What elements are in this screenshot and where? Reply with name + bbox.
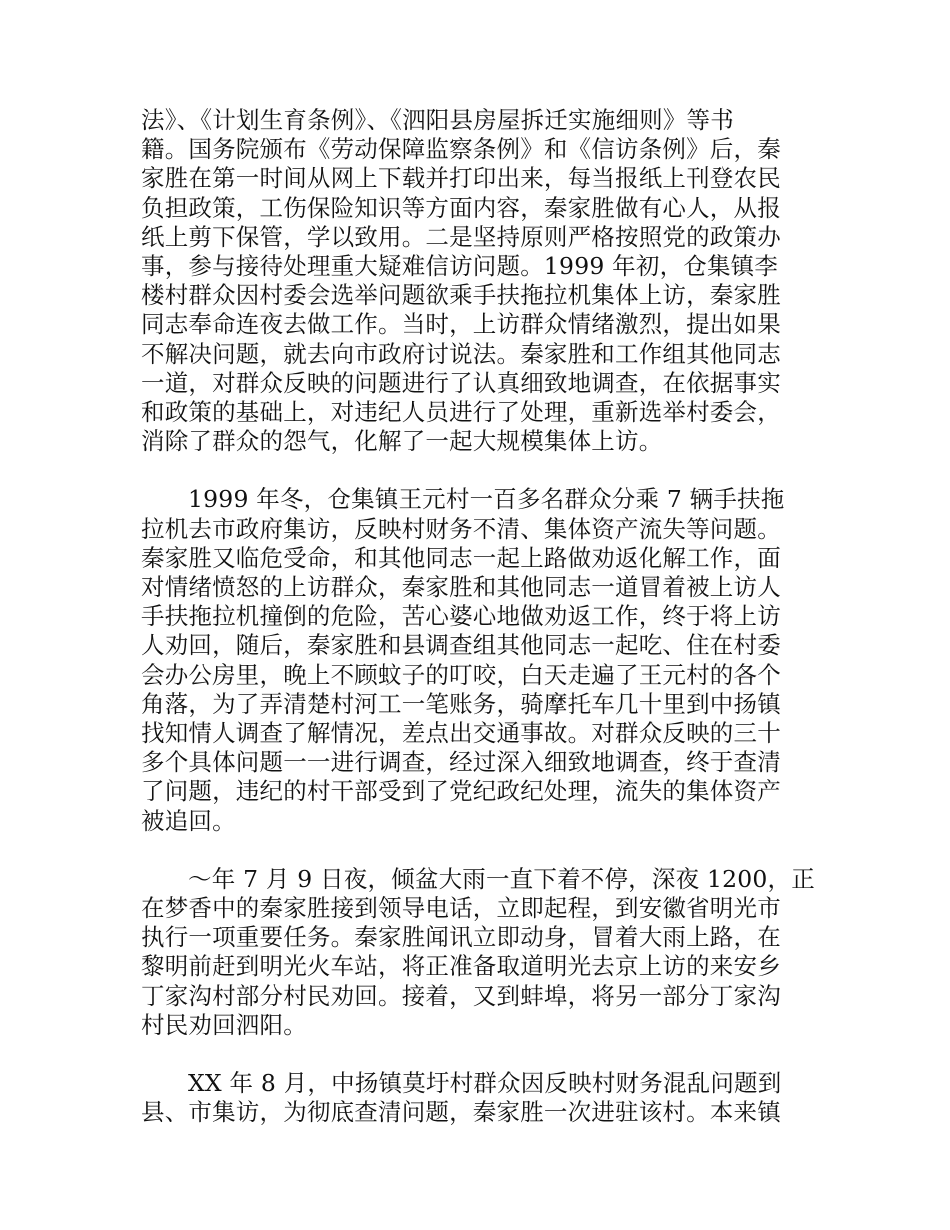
text-line: 消除了群众的怨气，化解了一起大规模集体上访。 (141, 427, 663, 456)
text-line: 会办公房里，晚上不顾蚊子的叮咬，白天走遍了王元村的各个 (141, 660, 781, 689)
text-line: 找知情人调查了解情况，差点出交通事故。对群众反映的三十 (141, 718, 781, 747)
text-line: 楼村群众因村委会选举问题欲乘手扶拖拉机集体上访，秦家胜 (141, 281, 781, 310)
text-line: 多个具体问题一一进行调查，经过深入细致地调查，终于查清 (141, 748, 781, 777)
text-line: ～年 7 月 9 日夜，倾盆大雨一直下着不停，深夜 1200，正 (188, 864, 815, 893)
text-line: 人劝回，随后，秦家胜和县调查组其他同志一起吃、住在村委 (141, 631, 781, 660)
text-line: 不解决问题，就去向市政府讨说法。秦家胜和工作组其他同志 (141, 339, 781, 368)
text-line: 角落，为了弄清楚村河工一笔账务，骑摩托车几十里到中扬镇 (141, 689, 781, 718)
text-line: 手扶拖拉机撞倒的危险，苦心婆心地做劝返工作，终于将上访 (141, 602, 781, 631)
text-line: 丁家沟村部分村民劝回。接着，又到蚌埠，将另一部分丁家沟 (141, 981, 781, 1010)
paragraph-3 (141, 865, 821, 1040)
text-line: 纸上剪下保管，学以致用。二是坚持原则严格按照党的政策办 (141, 222, 781, 251)
text-line: 籍。国务院颁布《劳动保障监察条例》和《信访条例》后，秦 (141, 135, 781, 164)
text-line: 了问题，违纪的村干部受到了党纪政纪处理，流失的集体资产 (141, 777, 781, 806)
text-line: 被追回。 (141, 806, 236, 835)
text-line: 法》、《计划生育条例》、《泗阳县房屋拆迁实施细则》等书 (141, 106, 734, 134)
text-line: 同志奉命连夜去做工作。当时，上访群众情绪激烈，提出如果 (141, 310, 781, 339)
paragraph-spacer (141, 1040, 821, 1069)
document-body (141, 106, 821, 1128)
text-line: 拉机去市政府集访，反映村财务不清、集体资产流失等问题。 (141, 514, 781, 543)
text-line: 1999 年冬，仓集镇王元村一百多名群众分乘 7 辆手扶拖 (188, 485, 785, 514)
paragraph-1 (141, 106, 821, 456)
paragraph-spacer (141, 456, 821, 485)
text-line: 在梦香中的秦家胜接到领导电话，立即起程，到安徽省明光市 (141, 894, 781, 923)
paragraph-spacer (141, 836, 821, 865)
text-line: 村民劝回泗阳。 (141, 1010, 307, 1039)
text-line: XX 年 8 月，中扬镇莫圩村群众因反映村财务混乱问题到 (188, 1069, 782, 1098)
text-line: 县、市集访，为彻底查清问题，秦家胜一次进驻该村。本来镇 (141, 1098, 781, 1127)
paragraph-2 (141, 485, 821, 835)
text-line: 执行一项重要任务。秦家胜闻讯立即动身，冒着大雨上路，在 (141, 923, 781, 952)
text-line: 一道，对群众反映的问题进行了认真细致地调查，在依据事实 (141, 368, 781, 397)
text-line: 家胜在第一时间从网上下载并打印出来，每当报纸上刊登农民 (141, 164, 781, 193)
paragraph-4 (141, 1069, 821, 1127)
text-line: 负担政策，工伤保险知识等方面内容，秦家胜做有心人，从报 (141, 193, 781, 222)
text-line: 对情绪愤怒的上访群众，秦家胜和其他同志一道冒着被上访人 (141, 573, 781, 601)
text-line: 事，参与接待处理重大疑难信访问题。1999 年初，仓集镇李 (141, 251, 779, 280)
text-line: 秦家胜又临危受命，和其他同志一起上路做劝返化解工作，面 (141, 543, 781, 572)
text-line: 和政策的基础上，对违纪人员进行了处理，重新选举村委会， (141, 397, 781, 426)
text-line: 黎明前赶到明光火车站，将正准备取道明光去京上访的来安乡 (141, 952, 781, 981)
